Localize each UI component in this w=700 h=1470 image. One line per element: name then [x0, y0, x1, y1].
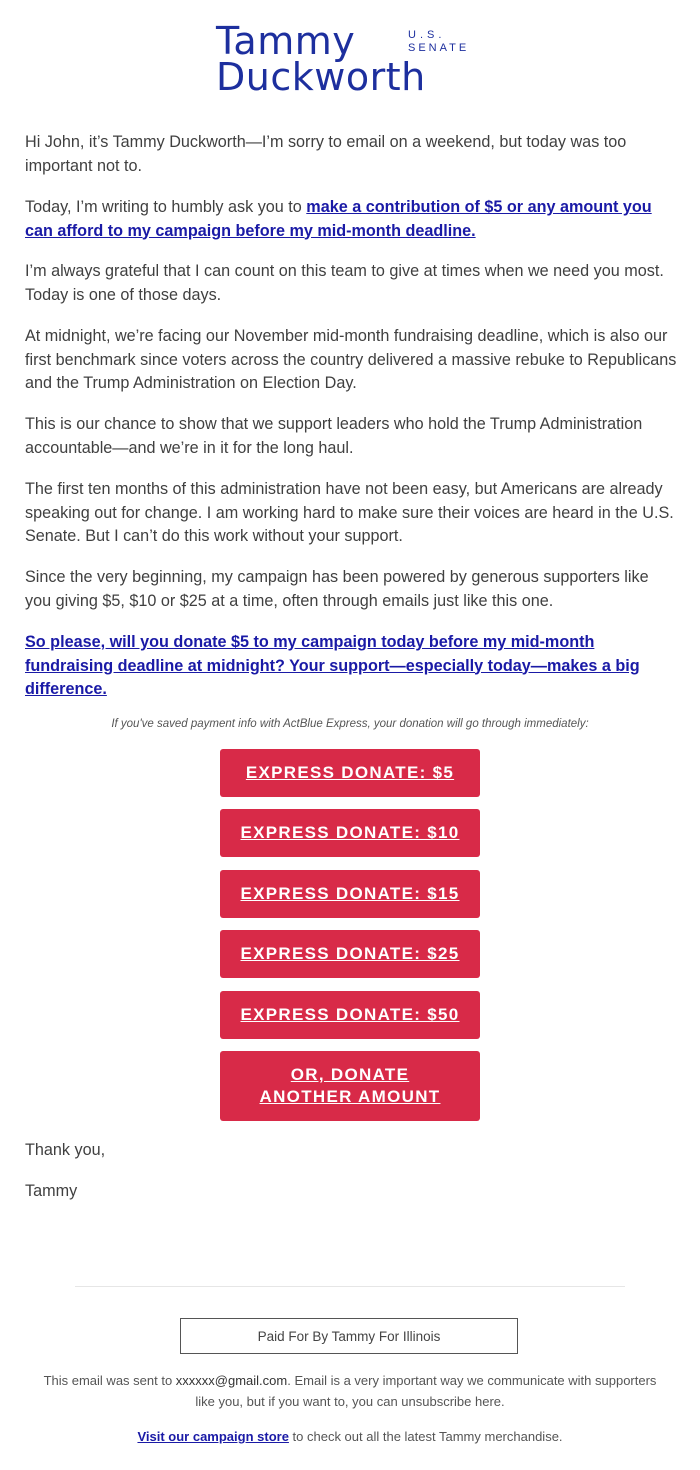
supporters-paragraph: Since the very beginning, my campaign has been powered by generous supporters like you giving $5, $10 or $25 at a time, often through emails just like this one.: [25, 568, 649, 610]
ask-text: Today, I’m writing to humbly ask you to: [25, 198, 307, 216]
grateful-paragraph: I’m always grateful that I can count on this team to give at times when we need you most. Today is one of those days.: [25, 262, 664, 304]
greeting-paragraph: Hi John, it’s Tammy Duckworth—I’m sorry to email on a weekend, but today was too important not to.: [25, 133, 627, 175]
footer-divider: [75, 1286, 625, 1287]
paid-for-disclaimer: Paid For By Tammy For Illinois: [180, 1318, 518, 1354]
express-donate-10-button[interactable]: EXPRESS DONATE: $10: [220, 809, 480, 857]
store-notice: [40, 1426, 660, 1447]
express-donate-5-button[interactable]: EXPRESS DONATE: $5: [220, 749, 480, 797]
signature-name: Tammy: [25, 1182, 78, 1200]
thank-you-text: Thank you,: [25, 1141, 106, 1159]
express-donate-15-button[interactable]: EXPRESS DONATE: $15: [220, 870, 480, 918]
express-donate-50-button[interactable]: EXPRESS DONATE: $50: [220, 991, 480, 1039]
ask-paragraph: [25, 196, 677, 243]
administration-paragraph: The first ten months of this administration have not been easy, but Americans are already speaking out for change. I am working hard to make sure their voices are heard in the U.S. Senate. But I can’t do this work without your support.: [25, 480, 674, 545]
logo-last-name: Duckworth: [216, 55, 426, 99]
donate-ask-paragraph: [25, 631, 677, 702]
campaign-store-link[interactable]: Visit our campaign store: [137, 1429, 289, 1444]
logo-first-name: Tammy: [216, 19, 356, 63]
logo-senate: SENATE: [408, 42, 470, 54]
donate-other-amount-button[interactable]: OR, DONATE ANOTHER AMOUNT: [220, 1051, 480, 1121]
recipient-email: xxxxxx@gmail.com: [175, 1373, 288, 1388]
contribution-link[interactable]: make a contribution of $5 or any amount you can afford to my campaign before my mid-month deadline.: [25, 198, 652, 240]
sent-to-notice: [40, 1370, 660, 1412]
store-suffix: to check out all the latest Tammy merchandise.: [288, 1429, 563, 1444]
express-donate-25-button[interactable]: EXPRESS DONATE: $25: [220, 930, 480, 978]
chance-paragraph: This is our chance to show that we support leaders who hold the Trump Administration accountable—and we’re in it for the long haul.: [25, 415, 643, 457]
senate-logo: [216, 19, 496, 99]
sent-to-prefix: This email was sent to: [43, 1373, 176, 1388]
logo-us: U.S.: [408, 29, 446, 41]
sent-to-suffix: . Email is a very important way we communicate with supporters like you, but if you want to, you can unsubscribe here.: [195, 1373, 657, 1409]
actblue-express-note: If you've saved payment info with ActBlue Express, your donation will go through immediately:: [111, 718, 589, 730]
deadline-paragraph: At midnight, we’re facing our November mid-month fundraising deadline, which is also our first benchmark since voters across the country delivered a massive rebuke to Republicans and the Trump Administration on Election Day.: [25, 327, 677, 392]
donate-five-link[interactable]: So please, will you donate $5 to my campaign today before my mid-month fundraising deadline at midnight? Your support—especially today—makes a big difference.: [25, 633, 640, 698]
